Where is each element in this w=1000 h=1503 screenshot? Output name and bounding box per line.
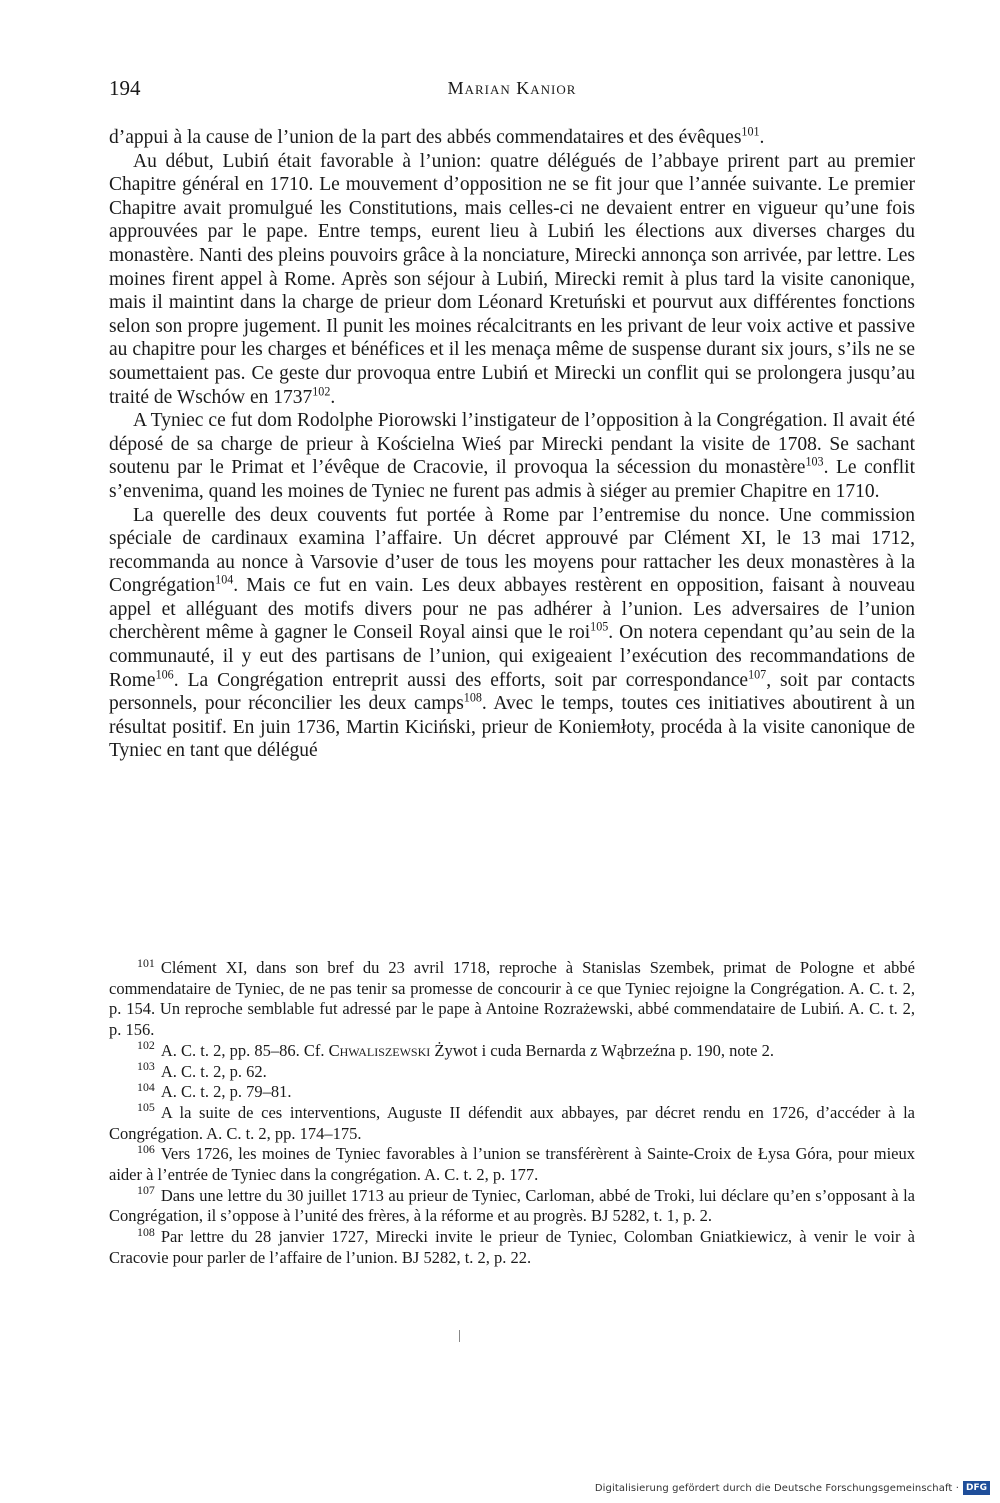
- funding-note: [595, 1480, 990, 1496]
- footnote-ref[interactable]: 108: [463, 690, 482, 705]
- footnote-ref[interactable]: 101: [741, 124, 760, 139]
- footnote: $^{102}$ A. C. t. 2, pp. 85–86. Cf. Chwaliszewski Żywot i cuda Bernarda z Wąbrzeźna p. 190, note 2.: [137, 1038, 775, 1060]
- author-name: Chwaliszewski: [328, 1040, 431, 1060]
- footnote-ref[interactable]: 105: [590, 619, 609, 634]
- paragraph: d’appui à la cause de l’union de la part des abbés commendataires et des évêques$^{101}$.: [109, 124, 765, 148]
- footnote-ref[interactable]: 106: [155, 667, 174, 682]
- footnote-number: 108: [137, 1224, 155, 1239]
- footnotes: [109, 955, 915, 1269]
- paragraph: Au début, Lubiń était favorable à l’union: quatre délégués de l’abbaye prirent part au premier Chapitre général en 1710. Le mouvement d’opposition ne se fit jour que l’année suivante. Le premier Chapitre avait promulgué les Constitutions, mais celles-ci ne devaient entrer en vigueur qu’une fois approuvées par le pape. Entre temps, eurent lieu à Lubiń les élections aux diverses charges du monastère. Nanti des pleins pouvoirs grâce à la nonciature, Mirecki annonça son arrivée, par lettre. Les moines firent appel à Rome. Après son séjour à Lubiń, Mirecki remit à plus tard la visite canonique, mais il maintint dans la charge de prieur dom Léonard Kretuński et pourvut aux différentes fonctions selon son propre jugement. Il punit les moines récalcitrants en les privant de leur voix active et passive au chapitre pour les charges et bénéfices et il les menaça même de suspense durant six jours, s’ils ne se soumettaient pas. Ce geste dur provoqua entre Lubiń et Mirecki un conflit qui se prolongera jusqu’au traité de Wschów en 1737$^{102}$.: [109, 150, 915, 408]
- footnote-number: 104: [137, 1079, 155, 1094]
- footnote-ref[interactable]: 104: [215, 572, 234, 587]
- footnote: $^{105}$ A la suite de ces interventions, Auguste II défendit aux abbayes, par décret rendu en 1726, d’accéder à la Congrégation. A. C. t. 2, pp. 174–175.: [109, 1100, 915, 1143]
- footnote-number: 103: [137, 1059, 155, 1074]
- footnote-number: 107: [137, 1183, 155, 1198]
- footnote: $^{107}$ Dans une lettre du 30 juillet 1713 au prieur de Tyniec, Carloman, abbé de Troki, lui déclare qu’en s’opposant à la Congrégation, il s’oppose à l’unité des frères, à la réforme et au progrès. BJ 5282, t. 1, p. 2.: [109, 1183, 915, 1226]
- running-head: Marian Kanior: [447, 78, 577, 98]
- footnote: $^{106}$ Vers 1726, les moines de Tyniec favorables à l’union se transférèrent à Sainte-Croix de Łysa Góra, pour mieux aider à l’entrée de Tyniec dans la congrégation. A. C. t. 2, p. 177.: [109, 1141, 915, 1185]
- page-number: 194: [109, 76, 141, 100]
- footnote: $^{103}$ A. C. t. 2, p. 62.: [137, 1059, 267, 1081]
- body-text: [109, 126, 915, 763]
- paragraph: A Tyniec ce fut dom Rodolphe Piorowski l’instigateur de l’opposition à la Congrégation. Il avait été déposé de sa charge de prieur à Kościelna Wieś par Mirecki pendant la visite de 1708. Se sachant soutenu par le Primat et l’évêque de Cracovie, il provoqua la sécession du monastère$^{103}$. Le conflit s’envenima, quand les moines de Tyniec ne furent pas admis à siéger au premier Chapitre en 1710.: [109, 410, 915, 502]
- dfg-logo-icon: DFG: [963, 1481, 990, 1495]
- footnote-ref[interactable]: 103: [805, 454, 824, 469]
- footnote-number: 106: [137, 1141, 155, 1156]
- scan-mark: [459, 1330, 460, 1342]
- footnote: $^{101}$ Clément XI, dans son bref du 23 avril 1718, reproche à Stanislas Szembek, primat de Pologne et abbé commendataire de Tyniec, de ne pas tenir sa promesse de concourir à ce que Tyniec rejoigne la Congrégation. A. C. t. 2, p. 154. Un reproche semblable fut adressé par le pape à Antoine Rozrażewski, abbé commendataire de Lubiń. A. C. t. 2, p. 156.: [109, 955, 915, 1040]
- footnote-number: 101: [137, 955, 155, 970]
- footnote: $^{108}$ Par lettre du 28 janvier 1727, Mirecki invite le prieur de Tyniec, Colomban Gniatkiewicz, à venir le voir à Cracovie pour parler de l’affaire de l’union. BJ 5282, t. 2, p. 22.: [109, 1224, 915, 1267]
- footnote-ref[interactable]: 102: [312, 384, 331, 399]
- footnote: $^{104}$ A. C. t. 2, p. 79–81.: [137, 1079, 292, 1102]
- footnote-ref[interactable]: 107: [748, 667, 767, 682]
- footnote-number: 102: [137, 1038, 155, 1053]
- page-header: [109, 76, 915, 106]
- footnote-number: 105: [137, 1100, 155, 1115]
- funding-text: Digitalisierung gefördert durch die Deutsche Forschungsgemeinschaft ·: [594, 1482, 959, 1494]
- paragraph: La querelle des deux couvents fut portée à Rome par l’entremise du nonce. Une commission spéciale de cardinaux examina l’affaire. Un décret approuvé par Clément XI, le 13 mai 1712, recommanda au nonce à Varsovie d’user de tous les moyens pour rattacher les deux monastères à la Congrégation$^{104}$. Mais ce fut en vain. Les deux abbayes restèrent en opposition, faisant à nouveau appel et alléguant des motifs divers pour ne pas adhérer à l’union. Les adversaires de l’union cherchèrent même à gagner le Conseil Royal ainsi que le roi$^{105}$. On notera cependant qu’au sein de la communauté, il y eut des partisans de l’union, qui exigeaient l’exécution des recommandations de Rome$^{106}$. La Congrégation entreprit aussi des efforts, soit par correspondance$^{107}$, soit par contacts personnels, pour réconcilier les deux camps$^{108}$. Avec le temps, toutes ces initiatives aboutirent à un résultat positif. En juin 1736, Martin Kiciński, prieur de Koniemłoty, procéda à la visite canonique de Tyniec en tant que délégué: [109, 504, 915, 762]
